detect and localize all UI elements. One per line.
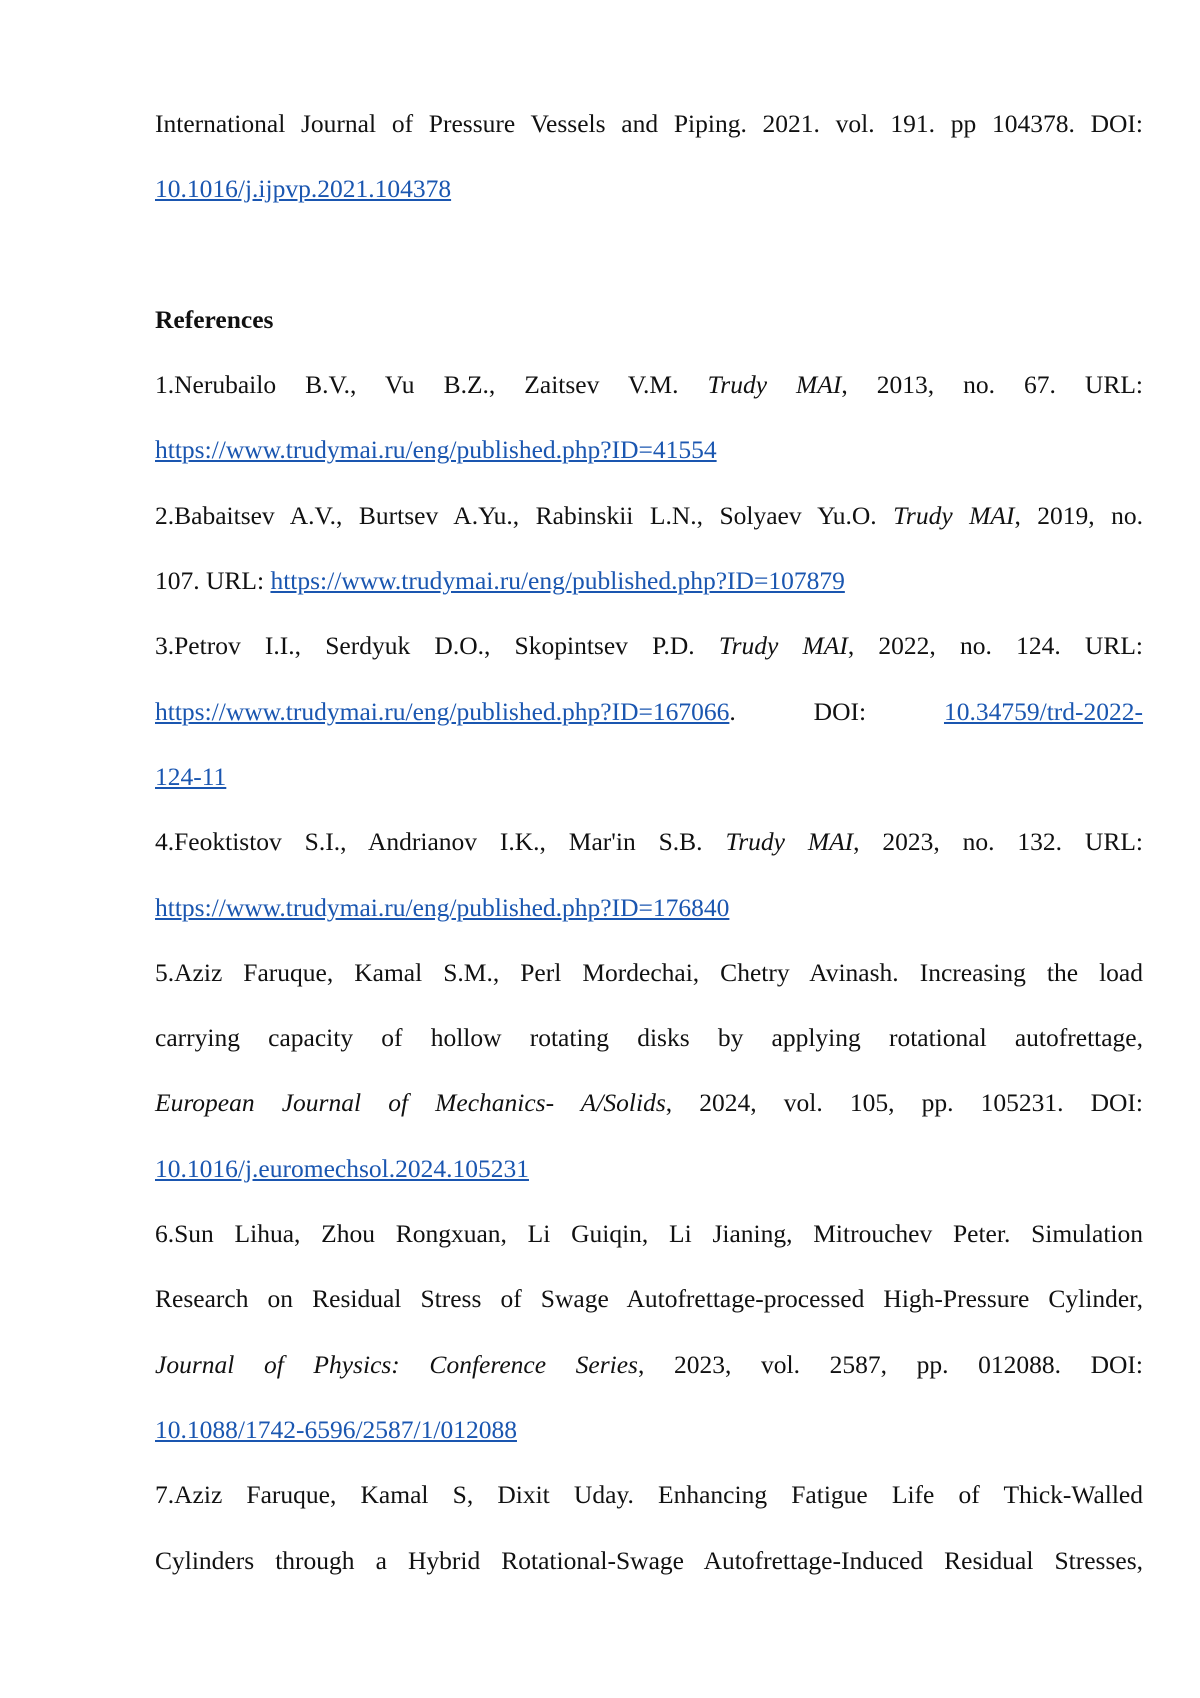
reference-2: 2.Babaitsev A.V., Burtsev A.Yu., Rabinskii L.N., Solyaev Yu.O. Trudy MAI, 2019, no. — [155, 500, 1144, 530]
journal-name: Trudy MAI — [718, 631, 848, 661]
document-body: International Journal of Pressure Vessels and Piping. 2021. vol. 191. pp 104378. DOI: 10.1016/j.ijpvp.2021.104378 References 1.Nerubailo B.V., Vu B.Z., Zaitsev V.M. Trudy MAI, 2013, no. 67. URL: https://www.trudymai.ru/eng/published.php?ID=41554 2.Babaitsev A.V., Burtsev A.Yu., Rabinskii L.N., Solyaev Yu.O. Trudy MAI, 2019, no. 107. URL: https://www.trudymai.ru/eng/published.php?ID=107879 3.Petrov I.I., Serdyuk D.O., Skopintsev P.D. Trudy MAI, 2022, no. 124. URL: https://www.trudymai.ru/eng/published.php?ID=167066. DOI: 10.34759/trd-2022- 124-11 4.Feoktistov S.I., Andrianov I.K., Mar'in S.B. Trudy MAI, 2023, no. 132. URL: https://www.trudymai.ru/eng/published.php?ID=176840 5.Aziz Faruque, Kamal S.M., Perl Mordechai, Chetry Avinash. Increasing the load carrying capacity of hollow rotating disks by applying rotational autofrettage, European Journal of Mechanics- A/Solids, 2024, vol. 105, pp. 105231. DOI: 10.1016/j.euromechsol.2024.105231 6.Sun Lihua, Zhou Rongxuan, Li Guiqin, Li Jianing, Mitrouchev Peter. Simulation Research on Residual Stress of Swage Autofrettage-processed High-Pressure Cylinder, Journal of Physics: Conference Series, 2023, vol. 2587, pp. 012088. DOI: 10.1088/1742-6596/2587/1/012088 7.Aziz Faruque, Kamal S, Dixit Uday. Enhancing Fatigue Life of Thick-Walled Cylinders through a Hybrid Rotational-Swage Autofrettage-Induced Residual Stresses, — [155, 91, 1143, 1593]
intro-citation-line: International Journal of Pressure Vessels and Piping. 2021. vol. 191. pp 104378. DOI: — [155, 109, 1143, 138]
reference-3-doi-link[interactable]: 10.34759/trd-2022- — [943, 696, 1144, 726]
reference-4-url-link[interactable]: https://www.trudymai.ru/eng/published.php?ID=176840 — [155, 892, 730, 922]
reference-3-doi-link-continued[interactable]: 124-11 — [155, 761, 227, 791]
section-title: References — [155, 304, 274, 334]
journal-name: Trudy MAI — [725, 827, 854, 857]
reference-7: 7.Aziz Faruque, Kamal S, Dixit Uday. Enhancing Fatigue Life of Thick-Walled — [155, 1480, 1143, 1510]
reference-1-url-link[interactable]: https://www.trudymai.ru/eng/published.php?ID=41554 — [155, 435, 717, 465]
reference-6-doi-link[interactable]: 10.1088/1742-6596/2587/1/012088 — [155, 1414, 517, 1444]
reference-3-url-link[interactable]: https://www.trudymai.ru/eng/published.php?ID=167066 — [155, 696, 730, 726]
intro-doi-link[interactable]: 10.1016/j.ijpvp.2021.104378 — [155, 174, 452, 204]
journal-name: Trudy MAI — [893, 500, 1015, 530]
reference-5: 5.Aziz Faruque, Kamal S.M., Perl Mordechai, Chetry Avinash. Increasing the load — [155, 957, 1143, 987]
reference-6: 6.Sun Lihua, Zhou Rongxuan, Li Guiqin, Li Jianing, Mitrouchev Peter. Simulation — [155, 1219, 1143, 1249]
reference-2-url-link[interactable]: https://www.trudymai.ru/eng/published.php?ID=107879 — [270, 566, 845, 596]
journal-name: Trudy MAI — [707, 370, 842, 400]
reference-3: 3.Petrov I.I., Serdyuk D.O., Skopintsev P.D. Trudy MAI, 2022, no. 124. URL: — [155, 631, 1143, 661]
reference-5-doi-link[interactable]: 10.1016/j.euromechsol.2024.105231 — [155, 1153, 529, 1183]
reference-4: 4.Feoktistov S.I., Andrianov I.K., Mar'in S.B. Trudy MAI, 2023, no. 132. URL: — [155, 827, 1144, 857]
journal-name: Journal of Physics: Conference Series — [155, 1349, 638, 1379]
journal-name: European Journal of Mechanics- A/Solids — [155, 1088, 666, 1118]
reference-1: 1.Nerubailo B.V., Vu B.Z., Zaitsev V.M. Trudy MAI, 2013, no. 67. URL: — [155, 370, 1143, 400]
